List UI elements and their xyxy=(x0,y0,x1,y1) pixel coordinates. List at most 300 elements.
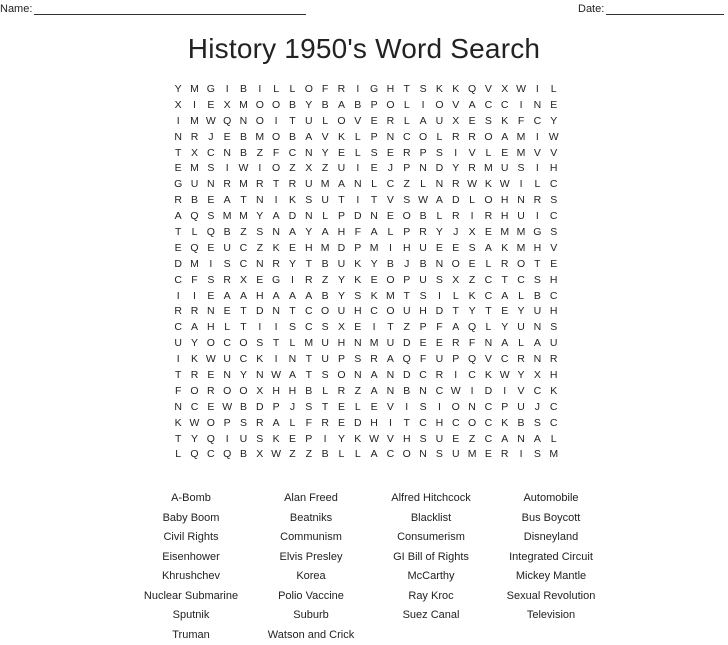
grid-cell[interactable]: W xyxy=(186,416,202,432)
grid-cell[interactable]: C xyxy=(186,400,202,416)
grid-cell[interactable]: Z xyxy=(284,447,300,463)
grid-cell[interactable]: E xyxy=(448,432,464,448)
grid-cell[interactable]: C xyxy=(546,400,562,416)
grid-cell[interactable]: D xyxy=(448,193,464,209)
grid-cell[interactable]: I xyxy=(350,82,366,98)
grid-cell[interactable]: N xyxy=(301,209,317,225)
grid-cell[interactable]: T xyxy=(448,304,464,320)
grid-cell[interactable]: A xyxy=(497,289,513,305)
grid-cell[interactable]: S xyxy=(350,352,366,368)
grid-cell[interactable]: I xyxy=(529,82,545,98)
grid-cell[interactable]: Y xyxy=(464,304,480,320)
grid-cell[interactable]: S xyxy=(546,225,562,241)
grid-cell[interactable]: I xyxy=(399,400,415,416)
grid-cell[interactable]: R xyxy=(268,257,284,273)
grid-cell[interactable]: F xyxy=(186,273,202,289)
grid-cell[interactable]: H xyxy=(399,241,415,257)
grid-cell[interactable]: U xyxy=(382,336,398,352)
grid-cell[interactable]: C xyxy=(431,384,447,400)
grid-cell[interactable]: A xyxy=(366,384,382,400)
grid-cell[interactable]: E xyxy=(203,400,219,416)
grid-cell[interactable]: O xyxy=(333,114,349,130)
grid-cell[interactable]: M xyxy=(366,336,382,352)
grid-cell[interactable]: Y xyxy=(301,98,317,114)
grid-cell[interactable]: E xyxy=(431,336,447,352)
grid-cell[interactable]: I xyxy=(366,320,382,336)
grid-cell[interactable]: C xyxy=(529,114,545,130)
grid-cell[interactable]: T xyxy=(301,352,317,368)
grid-cell[interactable]: K xyxy=(497,241,513,257)
grid-cell[interactable]: E xyxy=(382,209,398,225)
grid-cell[interactable]: E xyxy=(546,98,562,114)
grid-cell[interactable]: U xyxy=(431,114,447,130)
grid-cell[interactable]: D xyxy=(333,241,349,257)
grid-cell[interactable]: T xyxy=(480,304,496,320)
date-field[interactable] xyxy=(578,3,724,15)
grid-cell[interactable]: E xyxy=(252,273,268,289)
grid-cell[interactable]: B xyxy=(415,257,431,273)
grid-cell[interactable]: S xyxy=(235,416,251,432)
grid-cell[interactable]: Y xyxy=(170,82,186,98)
grid-cell[interactable]: Q xyxy=(186,241,202,257)
grid-cell[interactable]: N xyxy=(529,320,545,336)
grid-cell[interactable]: S xyxy=(252,336,268,352)
grid-cell[interactable]: G xyxy=(529,225,545,241)
grid-cell[interactable]: G xyxy=(170,177,186,193)
grid-cell[interactable]: E xyxy=(170,161,186,177)
grid-cell[interactable]: R xyxy=(170,193,186,209)
grid-cell[interactable]: L xyxy=(284,416,300,432)
grid-cell[interactable]: L xyxy=(464,193,480,209)
grid-cell[interactable]: Y xyxy=(235,368,251,384)
grid-cell[interactable]: V xyxy=(480,82,496,98)
grid-cell[interactable]: I xyxy=(431,400,447,416)
grid-cell[interactable]: O xyxy=(219,384,235,400)
grid-cell[interactable]: H xyxy=(203,320,219,336)
grid-cell[interactable]: Q xyxy=(186,447,202,463)
grid-cell[interactable]: R xyxy=(333,82,349,98)
grid-cell[interactable]: A xyxy=(317,225,333,241)
grid-cell[interactable]: R xyxy=(170,304,186,320)
grid-cell[interactable]: A xyxy=(268,209,284,225)
grid-cell[interactable]: C xyxy=(366,304,382,320)
grid-cell[interactable]: B xyxy=(235,400,251,416)
grid-cell[interactable]: K xyxy=(333,130,349,146)
grid-cell[interactable]: O xyxy=(382,98,398,114)
grid-cell[interactable]: W xyxy=(203,352,219,368)
grid-cell[interactable]: M xyxy=(546,447,562,463)
grid-cell[interactable]: T xyxy=(170,146,186,162)
grid-cell[interactable]: Y xyxy=(448,161,464,177)
grid-cell[interactable]: S xyxy=(529,416,545,432)
grid-cell[interactable]: L xyxy=(480,320,496,336)
grid-cell[interactable]: T xyxy=(317,400,333,416)
grid-cell[interactable]: P xyxy=(415,320,431,336)
grid-cell[interactable]: Y xyxy=(497,320,513,336)
grid-cell[interactable]: O xyxy=(252,98,268,114)
grid-cell[interactable]: C xyxy=(464,368,480,384)
grid-cell[interactable]: X xyxy=(186,146,202,162)
grid-cell[interactable]: C xyxy=(235,257,251,273)
grid-cell[interactable]: R xyxy=(366,352,382,368)
grid-cell[interactable]: T xyxy=(382,320,398,336)
grid-cell[interactable]: M xyxy=(235,177,251,193)
grid-cell[interactable]: I xyxy=(513,447,529,463)
grid-cell[interactable]: S xyxy=(317,368,333,384)
name-field[interactable] xyxy=(0,3,306,15)
grid-cell[interactable]: P xyxy=(399,225,415,241)
grid-cell[interactable]: M xyxy=(235,98,251,114)
grid-cell[interactable]: L xyxy=(399,98,415,114)
grid-cell[interactable]: U xyxy=(219,241,235,257)
grid-cell[interactable]: A xyxy=(480,241,496,257)
grid-cell[interactable]: M xyxy=(186,257,202,273)
grid-cell[interactable]: W xyxy=(268,368,284,384)
grid-cell[interactable]: W xyxy=(497,368,513,384)
grid-cell[interactable]: F xyxy=(268,146,284,162)
grid-cell[interactable]: E xyxy=(464,257,480,273)
grid-cell[interactable]: D xyxy=(431,304,447,320)
grid-cell[interactable]: C xyxy=(415,368,431,384)
grid-cell[interactable]: N xyxy=(480,336,496,352)
grid-cell[interactable]: L xyxy=(317,209,333,225)
grid-cell[interactable]: E xyxy=(219,130,235,146)
grid-cell[interactable]: B xyxy=(317,98,333,114)
grid-cell[interactable]: T xyxy=(170,368,186,384)
grid-cell[interactable]: O xyxy=(235,336,251,352)
grid-cell[interactable]: N xyxy=(529,98,545,114)
grid-cell[interactable]: N xyxy=(513,432,529,448)
grid-cell[interactable]: T xyxy=(268,336,284,352)
grid-cell[interactable]: L xyxy=(317,384,333,400)
grid-cell[interactable]: R xyxy=(399,146,415,162)
grid-cell[interactable]: O xyxy=(333,368,349,384)
grid-cell[interactable]: M xyxy=(382,289,398,305)
grid-cell[interactable]: U xyxy=(333,257,349,273)
grid-cell[interactable]: H xyxy=(333,225,349,241)
grid-cell[interactable]: A xyxy=(268,416,284,432)
grid-cell[interactable]: T xyxy=(301,368,317,384)
grid-cell[interactable]: C xyxy=(382,447,398,463)
grid-cell[interactable]: H xyxy=(366,416,382,432)
grid-cell[interactable]: N xyxy=(431,257,447,273)
grid-cell[interactable]: I xyxy=(219,432,235,448)
grid-cell[interactable]: U xyxy=(219,352,235,368)
grid-cell[interactable]: C xyxy=(497,98,513,114)
grid-cell[interactable]: S xyxy=(431,146,447,162)
grid-cell[interactable]: N xyxy=(415,161,431,177)
grid-cell[interactable]: O xyxy=(431,98,447,114)
grid-cell[interactable]: U xyxy=(431,432,447,448)
grid-cell[interactable]: P xyxy=(219,416,235,432)
grid-cell[interactable]: K xyxy=(480,177,496,193)
grid-cell[interactable]: C xyxy=(546,177,562,193)
grid-cell[interactable]: U xyxy=(301,114,317,130)
grid-cell[interactable]: X xyxy=(170,98,186,114)
grid-cell[interactable]: I xyxy=(382,241,398,257)
grid-cell[interactable]: K xyxy=(186,352,202,368)
grid-cell[interactable]: S xyxy=(252,225,268,241)
grid-cell[interactable]: V xyxy=(448,98,464,114)
grid-cell[interactable]: K xyxy=(268,241,284,257)
grid-cell[interactable]: Y xyxy=(317,146,333,162)
grid-cell[interactable]: Q xyxy=(203,225,219,241)
grid-cell[interactable]: T xyxy=(497,273,513,289)
grid-cell[interactable]: H xyxy=(333,336,349,352)
grid-cell[interactable]: E xyxy=(366,400,382,416)
grid-cell[interactable]: Z xyxy=(399,320,415,336)
grid-cell[interactable]: N xyxy=(382,368,398,384)
grid-cell[interactable]: E xyxy=(203,368,219,384)
grid-cell[interactable]: L xyxy=(546,432,562,448)
grid-cell[interactable]: C xyxy=(170,273,186,289)
grid-cell[interactable]: S xyxy=(350,289,366,305)
grid-cell[interactable]: U xyxy=(170,336,186,352)
grid-cell[interactable]: E xyxy=(350,320,366,336)
grid-cell[interactable]: R xyxy=(464,130,480,146)
grid-cell[interactable]: R xyxy=(464,161,480,177)
grid-cell[interactable]: N xyxy=(350,177,366,193)
grid-cell[interactable]: F xyxy=(464,336,480,352)
grid-cell[interactable]: Z xyxy=(317,161,333,177)
grid-cell[interactable]: P xyxy=(497,400,513,416)
grid-cell[interactable]: I xyxy=(529,209,545,225)
grid-cell[interactable]: W xyxy=(513,82,529,98)
grid-cell[interactable]: R xyxy=(284,177,300,193)
grid-cell[interactable]: Y xyxy=(546,114,562,130)
grid-cell[interactable]: W xyxy=(448,384,464,400)
grid-cell[interactable]: X xyxy=(497,82,513,98)
grid-cell[interactable]: E xyxy=(170,241,186,257)
grid-cell[interactable]: O xyxy=(399,209,415,225)
grid-cell[interactable]: S xyxy=(317,320,333,336)
grid-cell[interactable]: K xyxy=(366,289,382,305)
grid-cell[interactable]: M xyxy=(186,114,202,130)
grid-cell[interactable]: L xyxy=(480,146,496,162)
grid-cell[interactable]: L xyxy=(513,289,529,305)
grid-cell[interactable]: A xyxy=(366,447,382,463)
grid-cell[interactable]: C xyxy=(546,289,562,305)
grid-cell[interactable]: T xyxy=(170,225,186,241)
grid-cell[interactable]: E xyxy=(480,225,496,241)
grid-cell[interactable]: F xyxy=(513,114,529,130)
grid-cell[interactable]: C xyxy=(546,209,562,225)
grid-cell[interactable]: B xyxy=(235,82,251,98)
grid-cell[interactable]: V xyxy=(513,384,529,400)
grid-cell[interactable]: I xyxy=(529,161,545,177)
grid-cell[interactable]: U xyxy=(317,193,333,209)
grid-cell[interactable]: V xyxy=(382,193,398,209)
grid-cell[interactable]: R xyxy=(186,304,202,320)
grid-cell[interactable]: O xyxy=(448,400,464,416)
grid-cell[interactable]: X xyxy=(448,114,464,130)
grid-cell[interactable]: U xyxy=(546,336,562,352)
grid-cell[interactable]: I xyxy=(382,416,398,432)
grid-cell[interactable]: S xyxy=(252,432,268,448)
grid-cell[interactable]: S xyxy=(219,257,235,273)
grid-cell[interactable]: L xyxy=(170,447,186,463)
grid-cell[interactable]: O xyxy=(235,384,251,400)
grid-cell[interactable]: N xyxy=(301,146,317,162)
grid-cell[interactable]: U xyxy=(448,447,464,463)
grid-cell[interactable]: L xyxy=(268,82,284,98)
grid-cell[interactable]: K xyxy=(268,432,284,448)
grid-cell[interactable]: E xyxy=(366,161,382,177)
grid-cell[interactable]: I xyxy=(252,82,268,98)
grid-cell[interactable]: H xyxy=(268,384,284,400)
grid-cell[interactable]: C xyxy=(529,384,545,400)
grid-cell[interactable]: F xyxy=(170,384,186,400)
grid-cell[interactable]: Q xyxy=(186,209,202,225)
grid-cell[interactable]: X xyxy=(529,368,545,384)
grid-cell[interactable]: B xyxy=(186,193,202,209)
grid-cell[interactable]: R xyxy=(219,177,235,193)
grid-cell[interactable]: R xyxy=(529,193,545,209)
grid-cell[interactable]: L xyxy=(317,114,333,130)
grid-cell[interactable]: C xyxy=(513,273,529,289)
grid-cell[interactable]: M xyxy=(235,209,251,225)
grid-cell[interactable]: B xyxy=(529,289,545,305)
grid-cell[interactable]: L xyxy=(546,82,562,98)
grid-cell[interactable]: I xyxy=(513,98,529,114)
grid-cell[interactable]: I xyxy=(268,193,284,209)
grid-cell[interactable]: I xyxy=(186,98,202,114)
grid-cell[interactable]: U xyxy=(529,304,545,320)
grid-cell[interactable]: H xyxy=(529,241,545,257)
grid-cell[interactable]: I xyxy=(284,273,300,289)
grid-cell[interactable]: L xyxy=(431,130,447,146)
grid-cell[interactable]: U xyxy=(317,352,333,368)
grid-cell[interactable]: I xyxy=(219,161,235,177)
grid-cell[interactable]: S xyxy=(464,241,480,257)
grid-cell[interactable]: A xyxy=(301,289,317,305)
grid-cell[interactable]: C xyxy=(480,416,496,432)
grid-cell[interactable]: Y xyxy=(431,225,447,241)
grid-cell[interactable]: A xyxy=(431,193,447,209)
grid-cell[interactable]: Y xyxy=(333,432,349,448)
grid-cell[interactable]: C xyxy=(546,416,562,432)
grid-cell[interactable]: R xyxy=(301,273,317,289)
grid-cell[interactable]: A xyxy=(268,289,284,305)
grid-cell[interactable]: N xyxy=(350,368,366,384)
grid-cell[interactable]: C xyxy=(235,241,251,257)
grid-cell[interactable]: I xyxy=(252,320,268,336)
grid-cell[interactable]: R xyxy=(448,130,464,146)
grid-cell[interactable]: X xyxy=(301,161,317,177)
grid-cell[interactable]: R xyxy=(219,273,235,289)
grid-cell[interactable]: N xyxy=(268,304,284,320)
grid-cell[interactable]: T xyxy=(301,257,317,273)
grid-cell[interactable]: P xyxy=(399,273,415,289)
grid-cell[interactable]: K xyxy=(350,432,366,448)
grid-cell[interactable]: H xyxy=(382,82,398,98)
grid-cell[interactable]: E xyxy=(366,273,382,289)
grid-cell[interactable]: L xyxy=(350,400,366,416)
grid-cell[interactable]: I xyxy=(268,114,284,130)
grid-cell[interactable]: W xyxy=(235,161,251,177)
grid-cell[interactable]: C xyxy=(399,130,415,146)
grid-cell[interactable]: K xyxy=(284,193,300,209)
grid-cell[interactable]: P xyxy=(399,161,415,177)
grid-cell[interactable]: F xyxy=(317,82,333,98)
grid-cell[interactable]: Z xyxy=(399,177,415,193)
grid-cell[interactable]: N xyxy=(268,225,284,241)
grid-cell[interactable]: A xyxy=(219,193,235,209)
grid-cell[interactable]: X xyxy=(252,447,268,463)
grid-cell[interactable]: L xyxy=(219,320,235,336)
grid-cell[interactable]: O xyxy=(415,130,431,146)
grid-cell[interactable]: W xyxy=(366,432,382,448)
grid-cell[interactable]: A xyxy=(366,225,382,241)
grid-cell[interactable]: E xyxy=(333,416,349,432)
grid-cell[interactable]: O xyxy=(268,130,284,146)
grid-cell[interactable]: E xyxy=(480,447,496,463)
grid-cell[interactable]: E xyxy=(333,146,349,162)
grid-cell[interactable]: M xyxy=(513,146,529,162)
grid-cell[interactable]: T xyxy=(235,304,251,320)
grid-cell[interactable]: R xyxy=(513,352,529,368)
grid-cell[interactable]: H xyxy=(546,273,562,289)
grid-cell[interactable]: O xyxy=(464,416,480,432)
grid-cell[interactable]: E xyxy=(203,289,219,305)
grid-cell[interactable]: N xyxy=(415,447,431,463)
grid-cell[interactable]: M xyxy=(513,130,529,146)
grid-cell[interactable]: T xyxy=(235,193,251,209)
grid-cell[interactable]: I xyxy=(415,98,431,114)
grid-cell[interactable]: T xyxy=(170,432,186,448)
grid-cell[interactable]: F xyxy=(350,225,366,241)
grid-cell[interactable]: A xyxy=(235,289,251,305)
grid-cell[interactable]: K xyxy=(170,416,186,432)
grid-cell[interactable]: A xyxy=(497,432,513,448)
grid-cell[interactable]: E xyxy=(546,257,562,273)
grid-cell[interactable]: B xyxy=(350,98,366,114)
grid-cell[interactable]: K xyxy=(497,114,513,130)
grid-cell[interactable]: R xyxy=(252,416,268,432)
grid-cell[interactable]: Z xyxy=(252,146,268,162)
grid-cell[interactable]: L xyxy=(480,257,496,273)
grid-cell[interactable]: A xyxy=(529,336,545,352)
grid-cell[interactable]: P xyxy=(333,352,349,368)
grid-cell[interactable]: L xyxy=(350,130,366,146)
grid-cell[interactable]: R xyxy=(203,384,219,400)
grid-cell[interactable]: I xyxy=(448,368,464,384)
grid-cell[interactable]: S xyxy=(366,146,382,162)
grid-cell[interactable]: L xyxy=(415,177,431,193)
grid-cell[interactable]: B xyxy=(382,257,398,273)
grid-cell[interactable]: O xyxy=(203,336,219,352)
grid-cell[interactable]: L xyxy=(529,177,545,193)
grid-cell[interactable]: R xyxy=(252,177,268,193)
grid-cell[interactable]: X xyxy=(219,98,235,114)
grid-cell[interactable]: F xyxy=(431,320,447,336)
grid-cell[interactable]: V xyxy=(464,146,480,162)
grid-cell[interactable]: S xyxy=(431,273,447,289)
grid-cell[interactable]: O xyxy=(301,82,317,98)
grid-cell[interactable]: I xyxy=(513,177,529,193)
grid-cell[interactable]: N xyxy=(350,336,366,352)
grid-cell[interactable]: N xyxy=(170,400,186,416)
grid-cell[interactable]: O xyxy=(448,257,464,273)
grid-cell[interactable]: S xyxy=(301,400,317,416)
grid-cell[interactable]: J xyxy=(399,257,415,273)
grid-cell[interactable]: X xyxy=(252,384,268,400)
grid-cell[interactable]: S xyxy=(399,193,415,209)
grid-cell[interactable]: B xyxy=(399,384,415,400)
grid-cell[interactable]: Z xyxy=(235,225,251,241)
grid-cell[interactable]: K xyxy=(252,352,268,368)
grid-cell[interactable]: W xyxy=(415,193,431,209)
